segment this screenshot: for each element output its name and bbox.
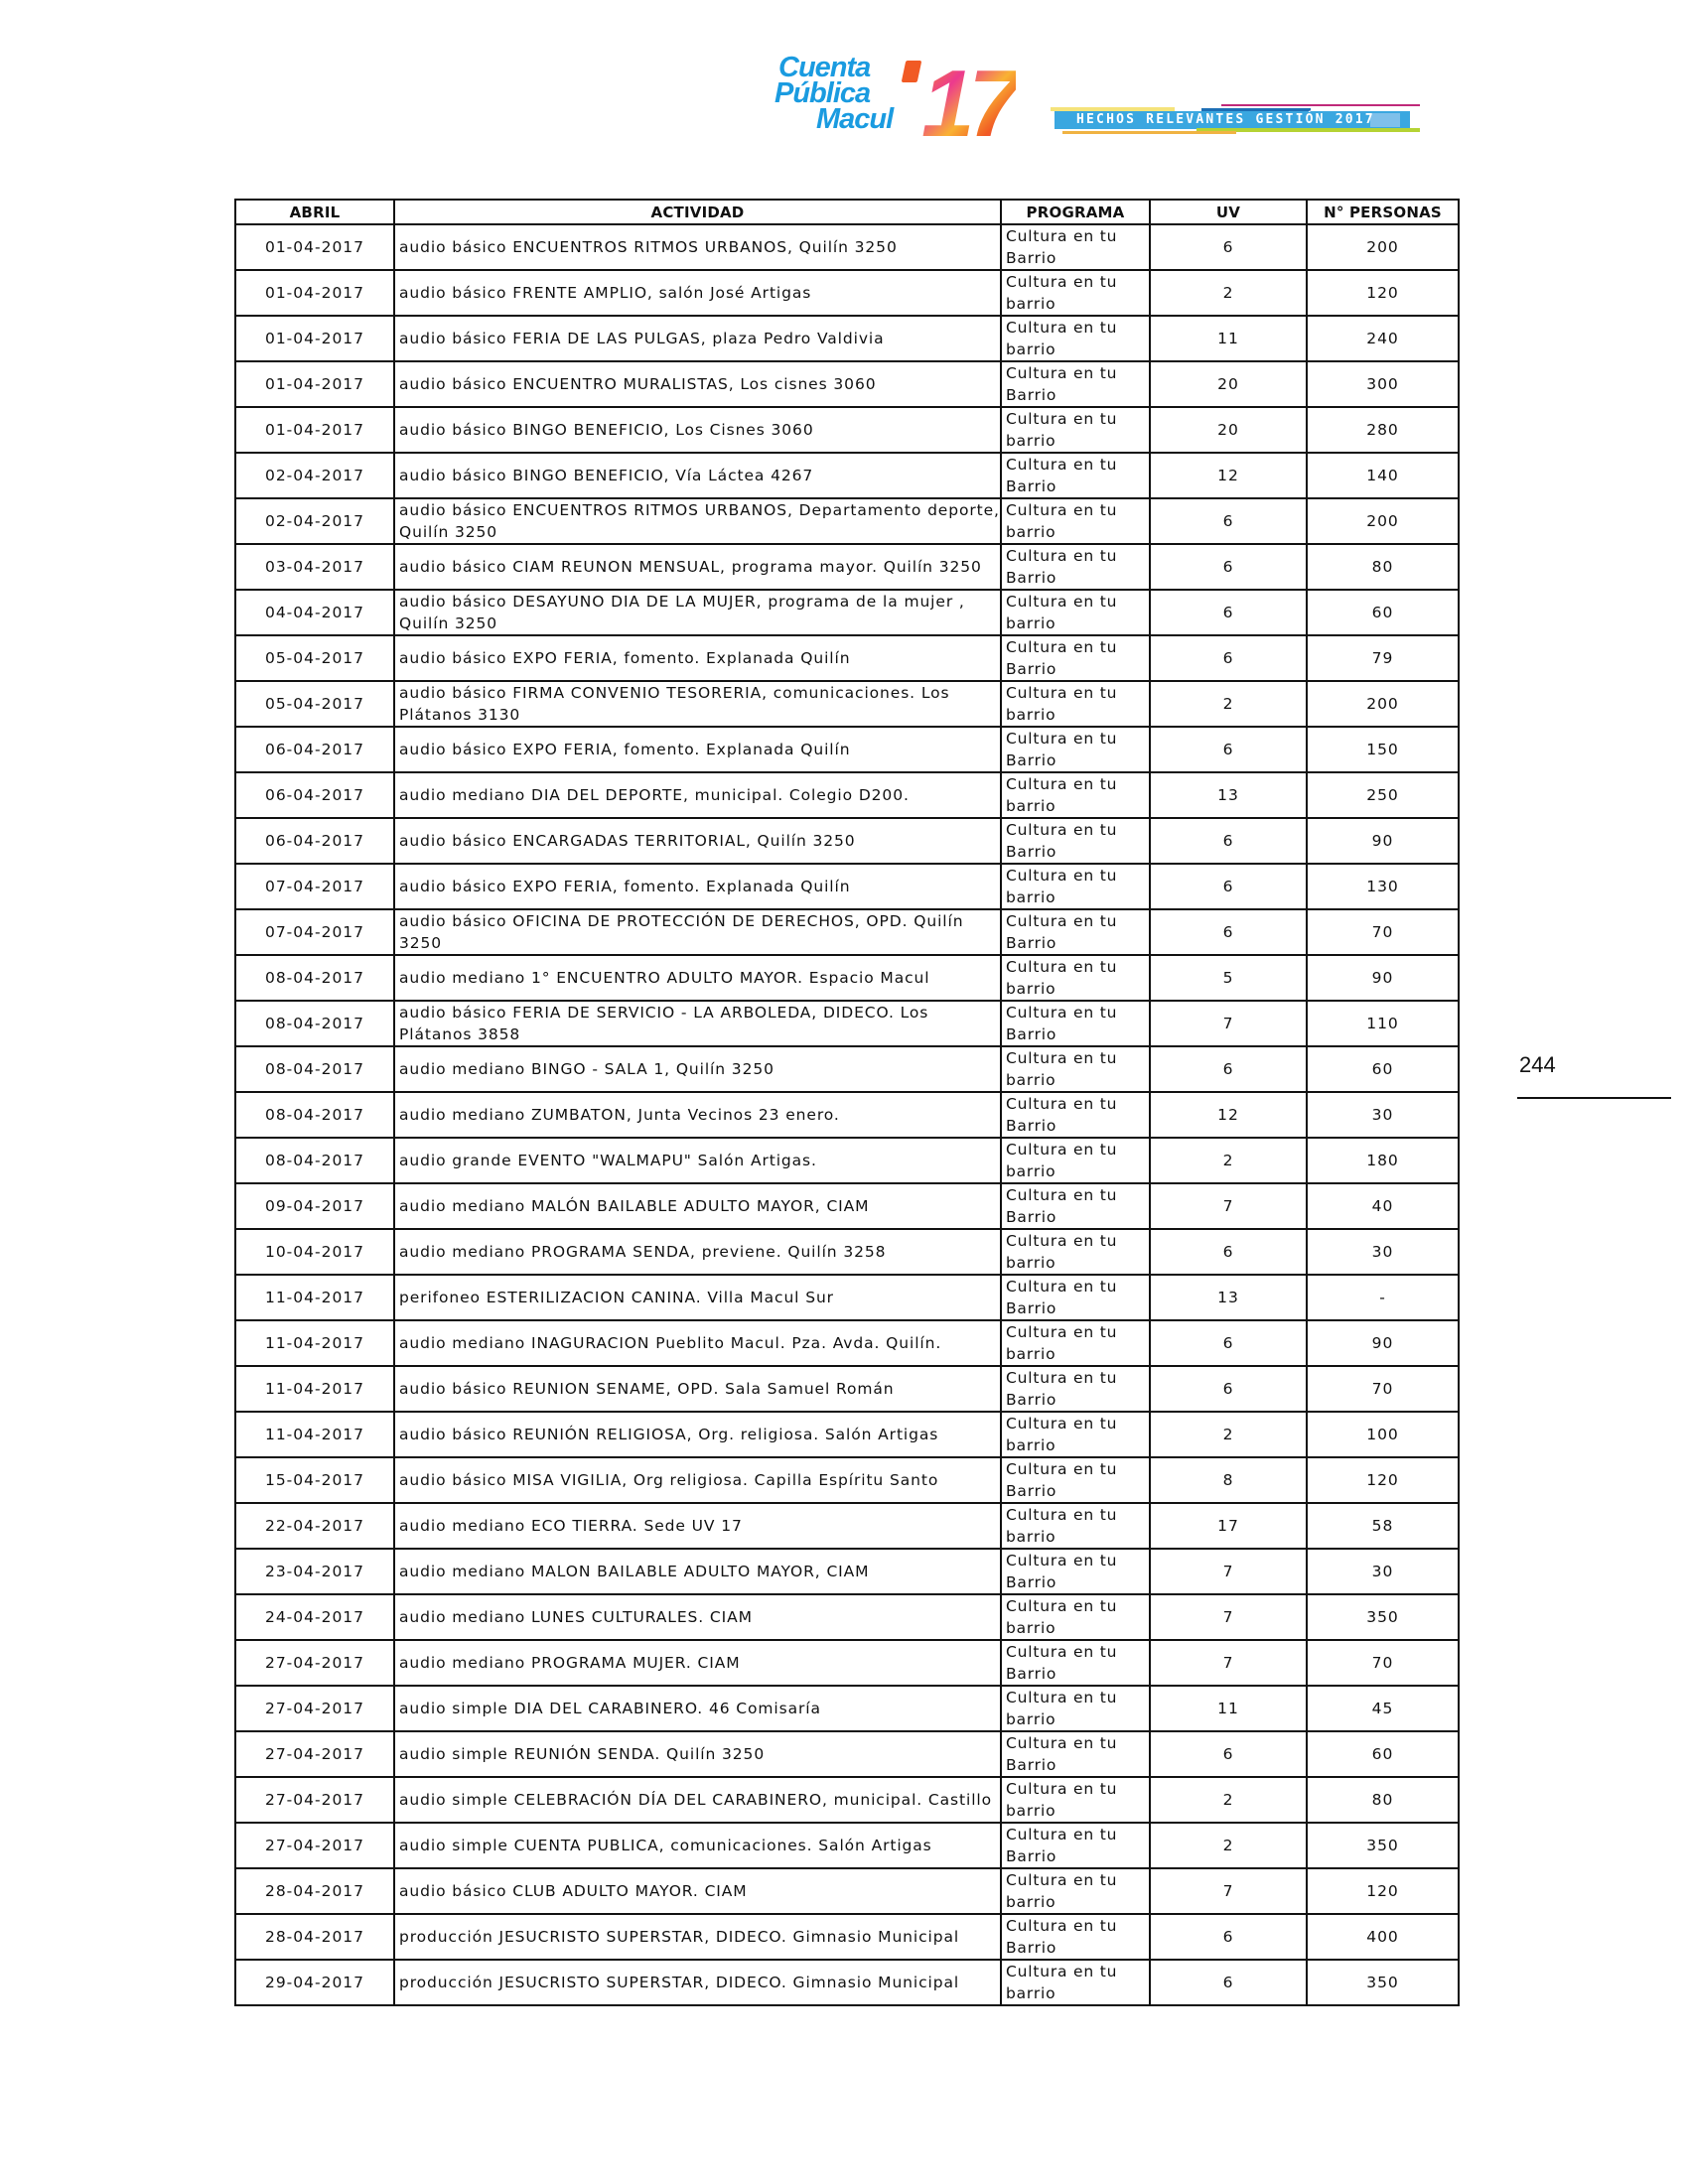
cell-uv: 7: [1150, 1640, 1307, 1686]
cell-uv: 7: [1150, 1001, 1307, 1046]
cell-activity: audio básico ENCUENTROS RITMOS URBANOS, Quilín 3250: [394, 224, 1001, 270]
table-row: [235, 1366, 1459, 1412]
table-row: [235, 1686, 1459, 1731]
cell-activity: audio básico ENCUENTRO MURALISTAS, Los cisnes 3060: [394, 361, 1001, 407]
cell-date: 09-04-2017: [235, 1183, 394, 1229]
cell-date: 06-04-2017: [235, 818, 394, 864]
cell-activity: audio grande EVENTO "WALMAPU" Salón Artigas.: [394, 1138, 1001, 1183]
cell-people: 200: [1307, 681, 1459, 727]
cell-program: Cultura en tu Barrio: [1001, 1731, 1150, 1777]
cell-people: 70: [1307, 909, 1459, 955]
table-row: [235, 1868, 1459, 1914]
cell-uv: 12: [1150, 1092, 1307, 1138]
cell-people: 45: [1307, 1686, 1459, 1731]
table-row: [235, 1001, 1459, 1046]
cell-activity: audio mediano 1° ENCUENTRO ADULTO MAYOR. Espacio Macul: [394, 955, 1001, 1001]
cell-uv: 2: [1150, 270, 1307, 316]
table-row: [235, 681, 1459, 727]
cell-date: 27-04-2017: [235, 1777, 394, 1823]
cell-date: 01-04-2017: [235, 224, 394, 270]
table-row: [235, 1960, 1459, 2005]
table-row: [235, 1731, 1459, 1777]
cell-uv: 13: [1150, 1275, 1307, 1320]
cell-people: 140: [1307, 453, 1459, 498]
cell-activity: audio mediano ZUMBATON, Junta Vecinos 23 enero.: [394, 1092, 1001, 1138]
cell-uv: 8: [1150, 1457, 1307, 1503]
cell-program: Cultura en tu Barrio: [1001, 1914, 1150, 1960]
cell-date: 02-04-2017: [235, 453, 394, 498]
cell-people: 200: [1307, 224, 1459, 270]
cell-people: 60: [1307, 1731, 1459, 1777]
table-row: [235, 1320, 1459, 1366]
table-row: [235, 909, 1459, 955]
cell-uv: 13: [1150, 772, 1307, 818]
cell-people: 130: [1307, 864, 1459, 909]
cell-date: 04-04-2017: [235, 590, 394, 635]
table-row: [235, 635, 1459, 681]
cell-date: 08-04-2017: [235, 955, 394, 1001]
cell-program: Cultura en tu Barrio: [1001, 1183, 1150, 1229]
cell-date: 29-04-2017: [235, 1960, 394, 2005]
cell-date: 01-04-2017: [235, 407, 394, 453]
cell-uv: 17: [1150, 1503, 1307, 1549]
cell-uv: 20: [1150, 361, 1307, 407]
cell-activity: audio básico BINGO BENEFICIO, Los Cisnes 3060: [394, 407, 1001, 453]
cell-activity: audio básico FERIA DE LAS PULGAS, plaza Pedro Valdivia: [394, 316, 1001, 361]
cell-program: Cultura en tu barrio: [1001, 498, 1150, 544]
cell-program: Cultura en tu barrio: [1001, 955, 1150, 1001]
cell-program: Cultura en tu barrio: [1001, 1594, 1150, 1640]
table-row: [235, 864, 1459, 909]
cell-uv: 6: [1150, 1366, 1307, 1412]
cell-date: 06-04-2017: [235, 727, 394, 772]
cell-program: Cultura en tu barrio: [1001, 590, 1150, 635]
cell-program: Cultura en tu Barrio: [1001, 544, 1150, 590]
cell-date: 01-04-2017: [235, 270, 394, 316]
cell-uv: 12: [1150, 453, 1307, 498]
cell-activity: audio básico DESAYUNO DIA DE LA MUJER, programa de la mujer , Quilín 3250: [394, 590, 1001, 635]
header-banner: [1043, 104, 1420, 144]
cell-activity: audio básico FIRMA CONVENIO TESORERIA, comunicaciones. Los Plátanos 3130: [394, 681, 1001, 727]
cell-people: 58: [1307, 1503, 1459, 1549]
cuenta-publica-logo: [774, 51, 1023, 157]
table-row: [235, 1275, 1459, 1320]
cell-people: 280: [1307, 407, 1459, 453]
cell-uv: 2: [1150, 1777, 1307, 1823]
cell-uv: 11: [1150, 1686, 1307, 1731]
cell-activity: audio básico BINGO BENEFICIO, Vía Láctea 4267: [394, 453, 1001, 498]
cell-program: Cultura en tu Barrio: [1001, 1092, 1150, 1138]
cell-program: Cultura en tu Barrio: [1001, 453, 1150, 498]
cell-people: 100: [1307, 1412, 1459, 1457]
table-row: [235, 1594, 1459, 1640]
cell-date: 07-04-2017: [235, 909, 394, 955]
cell-activity: audio mediano MALÓN BAILABLE ADULTO MAYOR, CIAM: [394, 1183, 1001, 1229]
cell-program: Cultura en tu Barrio: [1001, 361, 1150, 407]
cell-uv: 6: [1150, 727, 1307, 772]
cell-uv: 2: [1150, 1823, 1307, 1868]
cell-activity: audio mediano DIA DEL DEPORTE, municipal. Colegio D200.: [394, 772, 1001, 818]
cell-uv: 6: [1150, 1960, 1307, 2005]
cell-uv: 6: [1150, 498, 1307, 544]
cell-people: 350: [1307, 1594, 1459, 1640]
cell-uv: 6: [1150, 1320, 1307, 1366]
cell-uv: 6: [1150, 635, 1307, 681]
table-row: [235, 1914, 1459, 1960]
cell-date: 03-04-2017: [235, 544, 394, 590]
cell-uv: 7: [1150, 1183, 1307, 1229]
cell-program: Cultura en tu Barrio: [1001, 818, 1150, 864]
cell-people: 80: [1307, 1777, 1459, 1823]
cell-activity: audio básico ENCUENTROS RITMOS URBANOS, Departamento deporte, Quilín 3250: [394, 498, 1001, 544]
cell-date: 11-04-2017: [235, 1320, 394, 1366]
cell-program: Cultura en tu barrio: [1001, 1412, 1150, 1457]
table-row: [235, 1457, 1459, 1503]
cell-activity: audio simple CUENTA PUBLICA, comunicaciones. Salón Artigas: [394, 1823, 1001, 1868]
cell-uv: 20: [1150, 407, 1307, 453]
cell-program: Cultura en tu barrio: [1001, 1320, 1150, 1366]
cell-activity: audio básico EXPO FERIA, fomento. Explanada Quilín: [394, 635, 1001, 681]
table-row: [235, 1183, 1459, 1229]
table-row: [235, 1046, 1459, 1092]
table-row: [235, 1777, 1459, 1823]
logo-year: 17: [921, 51, 1016, 157]
cell-date: 01-04-2017: [235, 361, 394, 407]
cell-uv: 6: [1150, 1731, 1307, 1777]
column-header-uv: UV: [1150, 200, 1307, 224]
logo-wordmark: Cuenta Pública Macul: [774, 52, 894, 135]
cell-activity: audio mediano PROGRAMA SENDA, previene. Quilín 3258: [394, 1229, 1001, 1275]
cell-date: 05-04-2017: [235, 635, 394, 681]
cell-people: -: [1307, 1275, 1459, 1320]
cell-people: 30: [1307, 1229, 1459, 1275]
logo-apostrophe: [902, 61, 922, 82]
cell-activity: audio mediano LUNES CULTURALES. CIAM: [394, 1594, 1001, 1640]
cell-activity: audio mediano INAGURACION Pueblito Macul. Pza. Avda. Quilín.: [394, 1320, 1001, 1366]
cell-uv: 6: [1150, 909, 1307, 955]
table-row: [235, 1092, 1459, 1138]
cell-program: Cultura en tu Barrio: [1001, 1640, 1150, 1686]
cell-date: 23-04-2017: [235, 1549, 394, 1594]
cell-people: 90: [1307, 955, 1459, 1001]
cell-activity: audio básico REUNIÓN RELIGIOSA, Org. religiosa. Salón Artigas: [394, 1412, 1001, 1457]
cell-activity: audio básico OFICINA DE PROTECCIÓN DE DERECHOS, OPD. Quilín 3250: [394, 909, 1001, 955]
table-row: [235, 544, 1459, 590]
cell-date: 11-04-2017: [235, 1412, 394, 1457]
cell-program: Cultura en tu Barrio: [1001, 909, 1150, 955]
cell-activity: audio simple DIA DEL CARABINERO. 46 Comisaría: [394, 1686, 1001, 1731]
table-row: [235, 316, 1459, 361]
cell-program: Cultura en tu barrio: [1001, 1960, 1150, 2005]
cell-date: 06-04-2017: [235, 772, 394, 818]
cell-date: 11-04-2017: [235, 1275, 394, 1320]
cell-people: 120: [1307, 1868, 1459, 1914]
cell-uv: 7: [1150, 1594, 1307, 1640]
cell-uv: 7: [1150, 1868, 1307, 1914]
cell-activity: audio básico MISA VIGILIA, Org religiosa. Capilla Espíritu Santo: [394, 1457, 1001, 1503]
column-header-month: ABRIL: [235, 200, 394, 224]
cell-people: 79: [1307, 635, 1459, 681]
cell-activity: audio básico FRENTE AMPLIO, salón José Artigas: [394, 270, 1001, 316]
cell-people: 350: [1307, 1823, 1459, 1868]
table-row: [235, 1503, 1459, 1549]
cell-activity: audio básico FERIA DE SERVICIO - LA ARBOLEDA, DIDECO. Los Plátanos 3858: [394, 1001, 1001, 1046]
cell-people: 60: [1307, 1046, 1459, 1092]
table-row: [235, 361, 1459, 407]
cell-program: Cultura en tu barrio: [1001, 1777, 1150, 1823]
cell-date: 05-04-2017: [235, 681, 394, 727]
cell-activity: audio básico CIAM REUNON MENSUAL, programa mayor. Quilín 3250: [394, 544, 1001, 590]
cell-people: 400: [1307, 1914, 1459, 1960]
page-number-rule: [1517, 1097, 1671, 1099]
table-row: [235, 590, 1459, 635]
cell-program: Cultura en tu barrio: [1001, 270, 1150, 316]
cell-uv: 6: [1150, 818, 1307, 864]
cell-people: 70: [1307, 1640, 1459, 1686]
table-row: [235, 224, 1459, 270]
cell-uv: 6: [1150, 590, 1307, 635]
cell-uv: 6: [1150, 1229, 1307, 1275]
table-row: [235, 1823, 1459, 1868]
cell-program: Cultura en tu barrio: [1001, 1686, 1150, 1731]
cell-program: Cultura en tu barrio: [1001, 1138, 1150, 1183]
cell-activity: audio simple CELEBRACIÓN DÍA DEL CARABINERO, municipal. Castillo: [394, 1777, 1001, 1823]
cell-activity: producción JESUCRISTO SUPERSTAR, DIDECO. Gimnasio Municipal: [394, 1914, 1001, 1960]
cell-people: 250: [1307, 772, 1459, 818]
cell-date: 08-04-2017: [235, 1001, 394, 1046]
cell-date: 08-04-2017: [235, 1092, 394, 1138]
cell-program: Cultura en tu barrio: [1001, 407, 1150, 453]
cell-people: 40: [1307, 1183, 1459, 1229]
cell-program: Cultura en tu Barrio: [1001, 727, 1150, 772]
table-row: [235, 772, 1459, 818]
cell-program: Cultura en tu Barrio: [1001, 1001, 1150, 1046]
cell-date: 01-04-2017: [235, 316, 394, 361]
cell-program: Cultura en tu Barrio: [1001, 1366, 1150, 1412]
cell-date: 27-04-2017: [235, 1640, 394, 1686]
cell-program: Cultura en tu Barrio: [1001, 1275, 1150, 1320]
cell-program: Cultura en tu Barrio: [1001, 224, 1150, 270]
table-row: [235, 407, 1459, 453]
cell-program: Cultura en tu Barrio: [1001, 1457, 1150, 1503]
column-header-people: N° PERSONAS: [1307, 200, 1459, 224]
cell-uv: 11: [1150, 316, 1307, 361]
cell-date: 07-04-2017: [235, 864, 394, 909]
table-row: [235, 1549, 1459, 1594]
cell-uv: 2: [1150, 681, 1307, 727]
cell-program: Cultura en tu barrio: [1001, 864, 1150, 909]
column-header-activity: ACTIVIDAD: [394, 200, 1001, 224]
cell-date: 27-04-2017: [235, 1731, 394, 1777]
cell-date: 24-04-2017: [235, 1594, 394, 1640]
cell-program: Cultura en tu barrio: [1001, 681, 1150, 727]
cell-uv: 2: [1150, 1412, 1307, 1457]
cell-activity: audio mediano PROGRAMA MUJER. CIAM: [394, 1640, 1001, 1686]
table-row: [235, 1412, 1459, 1457]
table-row: [235, 955, 1459, 1001]
cell-program: Cultura en tu barrio: [1001, 1229, 1150, 1275]
table-row: [235, 818, 1459, 864]
cell-activity: audio básico EXPO FERIA, fomento. Explanada Quilín: [394, 727, 1001, 772]
cell-date: 28-04-2017: [235, 1914, 394, 1960]
cell-program: Cultura en tu Barrio: [1001, 635, 1150, 681]
cell-uv: 6: [1150, 1914, 1307, 1960]
cell-people: 350: [1307, 1960, 1459, 2005]
cell-activity: audio básico REUNION SENAME, OPD. Sala Samuel Román: [394, 1366, 1001, 1412]
cell-activity: audio mediano MALON BAILABLE ADULTO MAYOR, CIAM: [394, 1549, 1001, 1594]
table-row: [235, 1138, 1459, 1183]
table-row: [235, 1229, 1459, 1275]
cell-people: 90: [1307, 818, 1459, 864]
cell-uv: 6: [1150, 544, 1307, 590]
cell-activity: audio básico ENCARGADAS TERRITORIAL, Quilín 3250: [394, 818, 1001, 864]
page-number: 244: [1519, 1052, 1556, 1077]
cell-activity: audio mediano BINGO - SALA 1, Quilín 3250: [394, 1046, 1001, 1092]
cell-people: 200: [1307, 498, 1459, 544]
cell-activity: audio básico EXPO FERIA, fomento. Explanada Quilín: [394, 864, 1001, 909]
cell-uv: 6: [1150, 224, 1307, 270]
cell-program: Cultura en tu Barrio: [1001, 1549, 1150, 1594]
table-row: [235, 498, 1459, 544]
cell-people: 90: [1307, 1320, 1459, 1366]
cell-activity: audio mediano ECO TIERRA. Sede UV 17: [394, 1503, 1001, 1549]
cell-activity: producción JESUCRISTO SUPERSTAR, DIDECO. Gimnasio Municipal: [394, 1960, 1001, 2005]
cell-uv: 6: [1150, 1046, 1307, 1092]
cell-date: 27-04-2017: [235, 1686, 394, 1731]
cell-date: 10-04-2017: [235, 1229, 394, 1275]
table-row: [235, 1640, 1459, 1686]
cell-program: Cultura en tu barrio: [1001, 1046, 1150, 1092]
table-row: [235, 727, 1459, 772]
cell-people: 150: [1307, 727, 1459, 772]
cell-date: 28-04-2017: [235, 1868, 394, 1914]
banner-title: HECHOS RELEVANTES GESTIÓN 2017: [1076, 112, 1375, 127]
cell-people: 180: [1307, 1138, 1459, 1183]
cell-uv: 6: [1150, 864, 1307, 909]
cell-uv: 5: [1150, 955, 1307, 1001]
cell-program: Cultura en tu barrio: [1001, 772, 1150, 818]
column-header-program: PROGRAMA: [1001, 200, 1150, 224]
cell-program: Cultura en tu Barrio: [1001, 1823, 1150, 1868]
cell-people: 80: [1307, 544, 1459, 590]
cell-activity: audio simple REUNIÓN SENDA. Quilín 3250: [394, 1731, 1001, 1777]
cell-people: 120: [1307, 270, 1459, 316]
table-row: [235, 270, 1459, 316]
cell-date: 08-04-2017: [235, 1138, 394, 1183]
cell-date: 02-04-2017: [235, 498, 394, 544]
cell-people: 120: [1307, 1457, 1459, 1503]
cell-uv: 2: [1150, 1138, 1307, 1183]
cell-program: Cultura en tu barrio: [1001, 1868, 1150, 1914]
cell-program: Cultura en tu barrio: [1001, 316, 1150, 361]
cell-date: 11-04-2017: [235, 1366, 394, 1412]
cell-people: 70: [1307, 1366, 1459, 1412]
cell-date: 22-04-2017: [235, 1503, 394, 1549]
cell-people: 30: [1307, 1092, 1459, 1138]
table-header-row: [235, 200, 1459, 224]
cell-date: 08-04-2017: [235, 1046, 394, 1092]
cell-people: 30: [1307, 1549, 1459, 1594]
cell-date: 27-04-2017: [235, 1823, 394, 1868]
activities-table: [234, 199, 1460, 2006]
cell-people: 60: [1307, 590, 1459, 635]
cell-uv: 7: [1150, 1549, 1307, 1594]
cell-program: Cultura en tu barrio: [1001, 1503, 1150, 1549]
cell-activity: audio básico CLUB ADULTO MAYOR. CIAM: [394, 1868, 1001, 1914]
table-row: [235, 453, 1459, 498]
cell-date: 15-04-2017: [235, 1457, 394, 1503]
cell-activity: perifoneo ESTERILIZACION CANINA. Villa Macul Sur: [394, 1275, 1001, 1320]
cell-people: 240: [1307, 316, 1459, 361]
cell-people: 110: [1307, 1001, 1459, 1046]
cell-people: 300: [1307, 361, 1459, 407]
